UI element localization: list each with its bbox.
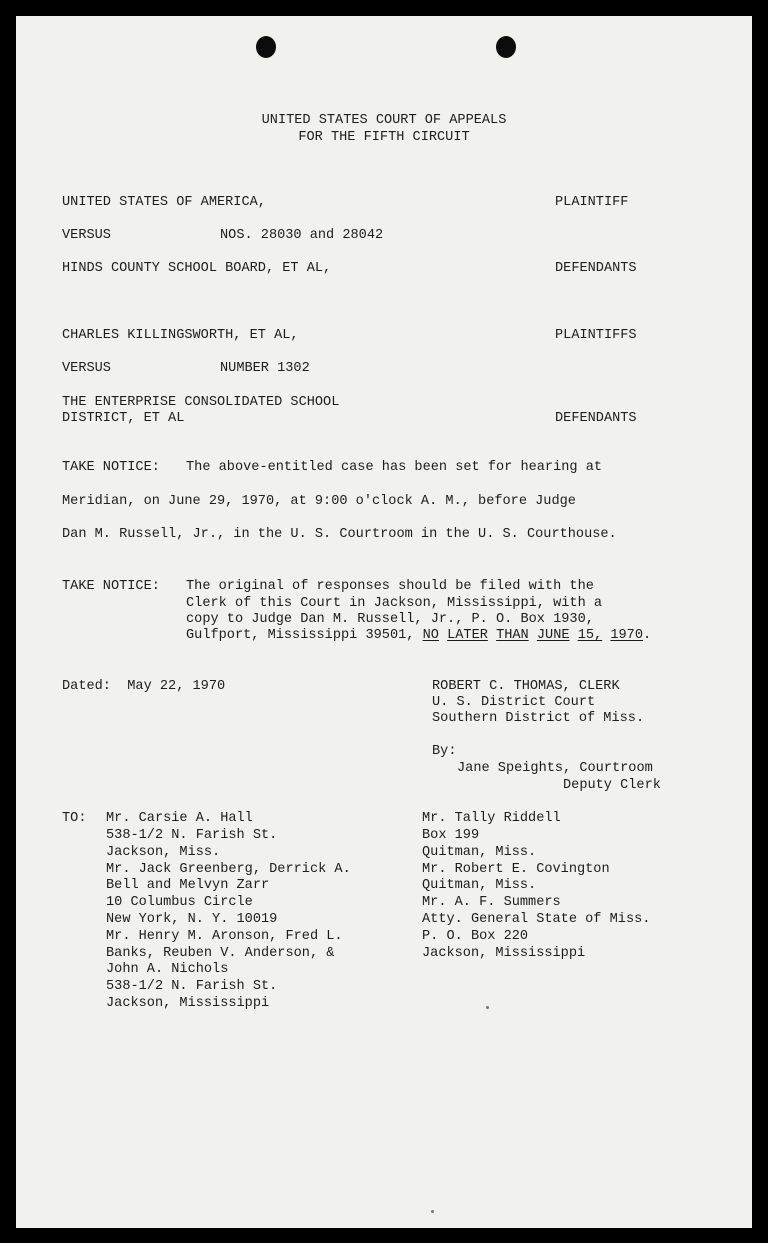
case2-plaintiff-role: PLAINTIFFS	[555, 328, 637, 343]
notice2-line1: The original of responses should be filed with the	[186, 579, 594, 594]
recipient-right-line: Quitman, Miss.	[422, 845, 537, 860]
recipient-left-line: Banks, Reuben V. Anderson, &	[106, 946, 335, 961]
recipient-left-line: 538-1/2 N. Farish St.	[106, 979, 278, 994]
case1-defendant-role: DEFENDANTS	[555, 261, 637, 276]
punch-hole	[496, 36, 516, 58]
recipient-left-line: Bell and Melvyn Zarr	[106, 878, 270, 893]
deadline-word: NO	[422, 628, 439, 643]
notice2-label: TAKE NOTICE:	[62, 579, 160, 594]
recipient-left-line: Jackson, Miss.	[106, 845, 221, 860]
recipient-right-line: Atty. General State of Miss.	[422, 912, 651, 927]
case1-plaintiff: UNITED STATES OF AMERICA,	[62, 195, 266, 210]
recipient-left-line: New York, N. Y. 10019	[106, 912, 278, 927]
case2-plaintiff: CHARLES KILLINGSWORTH, ET AL,	[62, 328, 299, 343]
recipient-right-line: Jackson, Mississippi	[422, 946, 586, 961]
deputy-line1: Jane Speights, Courtroom	[457, 761, 653, 776]
clerk-district: Southern District of Miss.	[432, 711, 645, 726]
recipient-right-line: P. O. Box 220	[422, 929, 529, 944]
notice2-line2: Clerk of this Court in Jackson, Mississippi, with a	[186, 596, 603, 611]
recipient-right-line: Mr. A. F. Summers	[422, 895, 561, 910]
deadline-word: 15,	[577, 628, 603, 643]
case2-number: NUMBER 1302	[220, 361, 310, 376]
notice2-line3: copy to Judge Dan M. Russell, Jr., P. O. Box 1930,	[186, 612, 594, 627]
notice1-line2: Meridian, on June 29, 1970, at 9:00 o'clock A. M., before Judge	[62, 494, 576, 509]
recipient-left-line: Jackson, Mississippi	[106, 996, 270, 1011]
to-label: TO:	[62, 811, 87, 826]
case1-plaintiff-role: PLAINTIFF	[555, 195, 629, 210]
case1-defendant: HINDS COUNTY SCHOOL BOARD, ET AL,	[62, 261, 332, 276]
clerk-name: ROBERT C. THOMAS, CLERK	[432, 679, 620, 694]
case2-versus: VERSUS	[62, 361, 111, 376]
case2-defendant-line1: THE ENTERPRISE CONSOLIDATED SCHOOL	[62, 395, 340, 410]
deadline-word: THAN	[496, 628, 529, 643]
recipient-left-line: Mr. Henry M. Aronson, Fred L.	[106, 929, 343, 944]
recipient-right-line: Mr. Robert E. Covington	[422, 862, 610, 877]
scan-speck	[486, 1006, 489, 1009]
court-circuit: FOR THE FIFTH CIRCUIT	[298, 130, 470, 145]
case1-numbers: NOS. 28030 and 28042	[220, 228, 384, 243]
deputy-line2: Deputy Clerk	[563, 778, 661, 793]
recipient-left-line: Mr. Jack Greenberg, Derrick A.	[106, 862, 351, 877]
notice2-line4	[186, 629, 651, 643]
recipient-left-line: Mr. Carsie A. Hall	[106, 811, 253, 826]
recipient-left-line: John A. Nichols	[106, 962, 229, 977]
case2-defendant-role: DEFENDANTS	[555, 411, 637, 426]
case1-versus: VERSUS	[62, 228, 111, 243]
scan-speck	[431, 1210, 434, 1213]
deadline-word: JUNE	[536, 628, 570, 643]
case2-defendant-line2: DISTRICT, ET AL	[62, 411, 185, 426]
notice2-end-punct: .	[642, 628, 652, 643]
clerk-by: By:	[432, 744, 457, 759]
recipient-left-line: 538-1/2 N. Farish St.	[106, 828, 278, 843]
punch-hole	[256, 36, 276, 58]
recipient-left-line: 10 Columbus Circle	[106, 895, 253, 910]
deadline-word: LATER	[447, 628, 488, 643]
recipient-right-line: Mr. Tally Riddell	[422, 811, 561, 826]
recipient-right-line: Box 199	[422, 828, 480, 843]
deadline-word: 1970	[610, 628, 643, 643]
notice1-line1: The above-entitled case has been set for hearing at	[186, 460, 603, 475]
dated-line: Dated: May 22, 1970	[62, 679, 226, 694]
document-page	[16, 16, 752, 1228]
court-title: UNITED STATES COURT OF APPEALS	[261, 113, 507, 128]
notice1-line3: Dan M. Russell, Jr., in the U. S. Courtroom in the U. S. Courthouse.	[62, 527, 617, 542]
notice2-line4-prefix: Gulfport, Mississippi 39501,	[186, 628, 415, 643]
clerk-court: U. S. District Court	[432, 695, 596, 710]
recipient-right-line: Quitman, Miss.	[422, 878, 537, 893]
notice1-label: TAKE NOTICE:	[62, 460, 160, 475]
